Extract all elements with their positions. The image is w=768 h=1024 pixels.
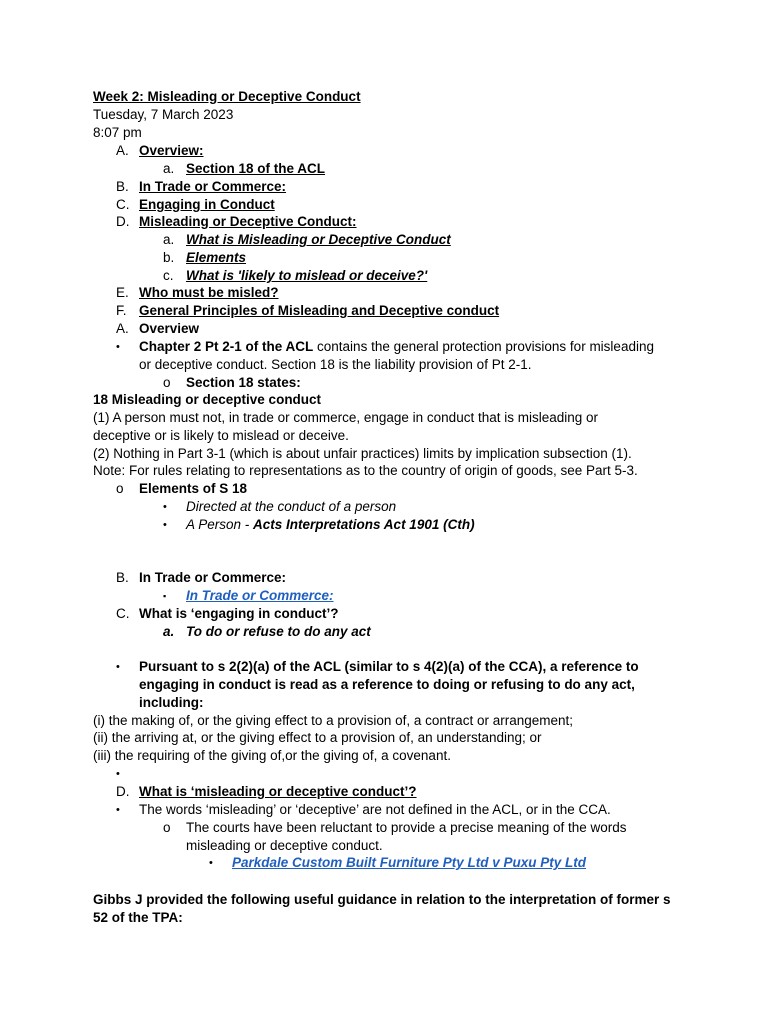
s18-para1a: (1) A person must not, in trade or commerce, engage in conduct that is misleading or [93,410,599,425]
pursuant-line2: engaging in conduct is read as a reference to doing or refusing to do any act, [139,677,635,692]
outline-marker-c-sub: c. [163,268,174,283]
bullet-marker: • [116,804,120,816]
note-title: Week 2: Misleading or Deceptive Conduct [93,89,361,104]
outline-trade[interactable]: In Trade or Commerce: [139,179,287,194]
note-time: 8:07 pm [93,125,142,140]
elements-heading: Elements of S 18 [139,481,248,496]
outline-marker-f: F. [116,303,127,318]
item-i: (i) the making of, or the giving effect to a provision of, a contract or arrangement; [93,713,573,728]
bullet-marker: • [209,857,213,869]
outline-likely[interactable]: What is 'likely to mislead or deceive?' [186,268,428,283]
pursuant-line1: Pursuant to s 2(2)(a) of the ACL (similar to s 4(2)(a) of the CCA), a reference to [139,659,639,674]
engaging-definition: To do or refuse to do any act [186,624,371,639]
bullet-marker: • [163,501,167,513]
bullet-marker: • [116,341,120,353]
gibbs-line1: Gibbs J provided the following useful guidance in relation to the interpretation of former s [93,892,671,907]
chapter2-text: contains the general protection provisions for misleading [313,339,654,354]
courts-line1: The courts have been reluctant to provide a precise meaning of the words [186,820,627,835]
s18-note: Note: For rules relating to representations as to the country of origin of goods, see Part 5-3. [93,463,638,478]
bullet-marker: • [116,661,120,673]
s18-title: 18 Misleading or deceptive conduct [93,392,322,407]
element-2 [186,516,475,534]
chapter2-line2: or deceptive conduct. Section 18 is the liability provision of Pt 2-1. [139,357,532,372]
outline-marker-b-sub: b. [163,250,175,265]
s18-para1b: deceptive or is likely to mislead or deceive. [93,428,349,443]
outline-marker-d: D. [116,214,130,229]
s18-para2: (2) Nothing in Part 3-1 (which is about unfair practices) limits by implication subsection (1). [93,446,632,461]
square-marker: ▪ [163,591,167,601]
outline-marker-a: A. [116,143,129,158]
item-iii: (iii) the requiring of the giving of,or the giving of, a covenant. [93,748,451,763]
outline-overview[interactable]: Overview: [139,143,204,158]
trade-commerce-link[interactable]: In Trade or Commerce: [186,588,334,603]
outline-mdc[interactable]: Misleading or Deceptive Conduct: [139,214,357,229]
item-ii: (ii) the arriving at, or the giving effect to a provision of, an understanding; or [93,730,542,745]
pursuant-line3: including: [139,695,204,710]
words-not-defined: The words ‘misleading’ or ‘deceptive’ are not defined in the ACL, or in the CCA. [139,802,611,817]
sub-marker-a: a. [163,624,175,639]
outline-engaging[interactable]: Engaging in Conduct [139,197,275,212]
s18-states: Section 18 states: [186,375,301,390]
outline-section18[interactable]: Section 18 of the ACL [186,161,326,176]
circle-marker: o [163,375,171,390]
section-a-marker: A. [116,321,129,336]
chapter2-ref: Chapter 2 Pt 2-1 of the ACL [139,339,314,354]
empty-bullet-marker: • [116,768,120,780]
element-2-label: A Person - [186,517,254,532]
section-b-heading: In Trade or Commerce: [139,570,287,585]
outline-marker-a-sub: a. [163,161,175,176]
note-date: Tuesday, 7 March 2023 [93,107,234,122]
parkdale-case-link[interactable]: Parkdale Custom Built Furniture Pty Ltd v Puxu Pty Ltd [232,855,587,870]
section-c-marker: C. [116,606,130,621]
outline-marker-a-sub2: a. [163,232,175,247]
element-1: Directed at the conduct of a person [186,499,397,514]
outline-marker-c: C. [116,197,130,212]
section-d-heading: What is ‘misleading or deceptive conduct’? [139,784,417,799]
outline-marker-b: B. [116,179,129,194]
gibbs-line2: 52 of the TPA: [93,910,183,925]
outline-marker-e: E. [116,285,129,300]
section-c-heading: What is ‘engaging in conduct’? [139,606,339,621]
outline-what-is-mdc[interactable]: What is Misleading or Deceptive Conduct [186,232,451,247]
section-d-marker: D. [116,784,130,799]
chapter2-line [139,338,654,356]
circle-marker: o [116,481,124,496]
element-2-act: Acts Interpretations Act 1901 (Cth) [253,517,475,532]
section-b-marker: B. [116,570,129,585]
circle-marker: o [163,820,171,835]
bullet-marker: • [163,519,167,531]
section-a-heading: Overview [139,321,200,336]
courts-line2: misleading or deceptive conduct. [186,838,383,853]
outline-elements[interactable]: Elements [186,250,247,265]
outline-who[interactable]: Who must be misled? [139,285,279,300]
outline-principles[interactable]: General Principles of Misleading and Deceptive conduct [139,303,500,318]
